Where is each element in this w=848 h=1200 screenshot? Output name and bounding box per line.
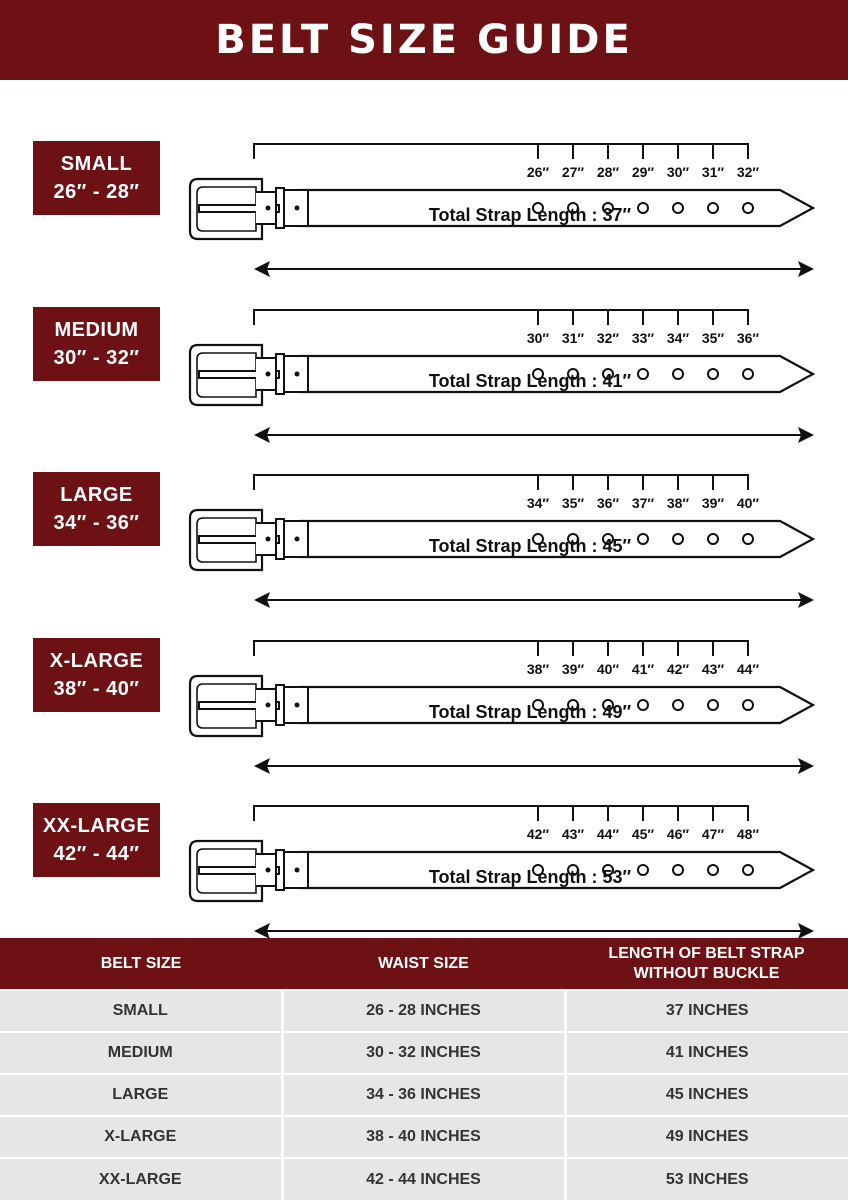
hole-tick-labels [527, 330, 760, 346]
hole-size-label: 33″ [631, 330, 655, 346]
hole-size-label: 36″ [596, 495, 620, 511]
hole-size-label: 37″ [631, 495, 655, 511]
hole-ticks [538, 806, 748, 821]
cell-waist-size: 38 - 40 INCHES [282, 1116, 565, 1158]
hole-tick-labels [527, 164, 760, 180]
belt-hole [743, 865, 753, 875]
total-strap-length: Total Strap Length : 45″ [428, 536, 632, 556]
total-strap-length: Total Strap Length : 53″ [428, 867, 632, 887]
keeper-rivet [295, 868, 300, 873]
hole-size-label: 40″ [596, 661, 620, 677]
header-belt-size: BELT SIZE [0, 938, 282, 990]
hole-size-label: 29″ [631, 164, 655, 180]
cell-waist-size: 34 - 36 INCHES [282, 1074, 565, 1116]
hole-size-label: 43″ [701, 661, 725, 677]
belt-diagram [0, 107, 848, 267]
belt-hole [743, 203, 753, 213]
table-row [0, 1074, 848, 1116]
keeper-rivet [295, 206, 300, 211]
table-row [0, 1032, 848, 1074]
total-strap-length: Total Strap Length : 49″ [428, 702, 632, 722]
hole-size-label: 48″ [736, 826, 760, 842]
hole-size-label: 35″ [701, 330, 725, 346]
cell-strap-length: 49 INCHES [565, 1116, 848, 1158]
hole-size-label: 43″ [561, 826, 585, 842]
belt-diagram [0, 273, 848, 433]
belt-hole [743, 369, 753, 379]
belt-size-row-xx-large [0, 769, 848, 929]
header-banner [0, 0, 848, 80]
buckle-rivet [266, 537, 271, 542]
size-range: 42″ - 44″ [53, 843, 140, 865]
buckle-rivet [266, 372, 271, 377]
table-header-row [0, 938, 848, 990]
size-name: XX-LARGE [42, 815, 151, 837]
hole-ticks [538, 641, 748, 656]
size-name: LARGE [60, 484, 133, 506]
page-title: BELT SIZE GUIDE [215, 17, 633, 63]
cell-strap-length: 41 INCHES [565, 1032, 848, 1074]
hole-size-label: 40″ [736, 495, 760, 511]
hole-size-label: 46″ [666, 826, 690, 842]
cell-waist-size: 30 - 32 INCHES [282, 1032, 565, 1074]
hole-size-label: 39″ [561, 661, 585, 677]
hole-size-label: 45″ [631, 826, 655, 842]
measure-bracket [254, 310, 748, 325]
header-strap-length: LENGTH OF BELT STRAP WITHOUT BUCKLE [565, 938, 848, 990]
hole-size-label: 36″ [736, 330, 760, 346]
size-table [0, 938, 848, 1200]
hole-size-label: 28″ [596, 164, 620, 180]
hole-size-label: 31″ [701, 164, 725, 180]
hole-size-label: 41″ [631, 661, 655, 677]
hole-size-label: 38″ [666, 495, 690, 511]
keeper-rivet [295, 537, 300, 542]
cell-belt-size: XX-LARGE [0, 1158, 282, 1200]
hole-tick-labels [527, 826, 760, 842]
size-name: MEDIUM [54, 319, 139, 341]
belt-size-row-large [0, 438, 848, 598]
size-range: 26″ - 28″ [53, 181, 140, 203]
belt-size-row-medium [0, 273, 848, 433]
hole-size-label: 30″ [666, 164, 690, 180]
size-range: 30″ - 32″ [53, 347, 140, 369]
cell-belt-size: MEDIUM [0, 1032, 282, 1074]
hole-ticks [538, 144, 748, 159]
size-range: 34″ - 36″ [53, 512, 140, 534]
size-name: X-LARGE [49, 650, 144, 672]
keeper-rivet [295, 372, 300, 377]
total-strap-length: Total Strap Length : 37″ [428, 205, 632, 225]
hole-size-label: 30″ [526, 330, 550, 346]
buckle-rivet [266, 703, 271, 708]
hole-ticks [538, 475, 748, 490]
belt-diagram [0, 438, 848, 598]
belt-size-row-small [0, 107, 848, 267]
hole-size-label: 34″ [526, 495, 550, 511]
table-row [0, 1116, 848, 1158]
belt-diagram [0, 769, 848, 929]
cell-strap-length: 37 INCHES [565, 990, 848, 1032]
hole-size-label: 26″ [526, 164, 550, 180]
cell-waist-size: 26 - 28 INCHES [282, 990, 565, 1032]
hole-size-label: 32″ [736, 164, 760, 180]
hole-size-label: 44″ [736, 661, 760, 677]
buckle-rivet [266, 868, 271, 873]
keeper-rivet [295, 703, 300, 708]
measure-bracket [254, 144, 748, 159]
hole-tick-labels [527, 495, 760, 511]
belt-size-row-x-large [0, 604, 848, 764]
hole-size-label: 39″ [701, 495, 725, 511]
hole-tick-labels [527, 661, 760, 677]
total-strap-length: Total Strap Length : 41″ [428, 371, 632, 391]
cell-belt-size: LARGE [0, 1074, 282, 1116]
hole-size-label: 44″ [596, 826, 620, 842]
belt-hole [743, 534, 753, 544]
hole-size-label: 42″ [666, 661, 690, 677]
hole-size-label: 32″ [596, 330, 620, 346]
hole-size-label: 35″ [561, 495, 585, 511]
measure-bracket [254, 806, 748, 821]
buckle-rivet [266, 206, 271, 211]
cell-waist-size: 42 - 44 INCHES [282, 1158, 565, 1200]
size-name: SMALL [60, 153, 133, 175]
measure-bracket [254, 641, 748, 656]
belt-hole [743, 700, 753, 710]
hole-size-label: 42″ [526, 826, 550, 842]
table-row [0, 990, 848, 1032]
measure-bracket [254, 475, 748, 490]
belt-diagram [0, 604, 848, 764]
hole-size-label: 31″ [561, 330, 585, 346]
hole-size-label: 47″ [701, 826, 725, 842]
hole-size-label: 27″ [561, 164, 585, 180]
hole-ticks [538, 310, 748, 325]
table-row [0, 1158, 848, 1200]
size-range: 38″ - 40″ [53, 678, 140, 700]
cell-strap-length: 53 INCHES [565, 1158, 848, 1200]
hole-size-label: 38″ [526, 661, 550, 677]
hole-size-label: 34″ [666, 330, 690, 346]
header-waist-size: WAIST SIZE [282, 938, 565, 990]
cell-belt-size: SMALL [0, 990, 282, 1032]
cell-belt-size: X-LARGE [0, 1116, 282, 1158]
cell-strap-length: 45 INCHES [565, 1074, 848, 1116]
